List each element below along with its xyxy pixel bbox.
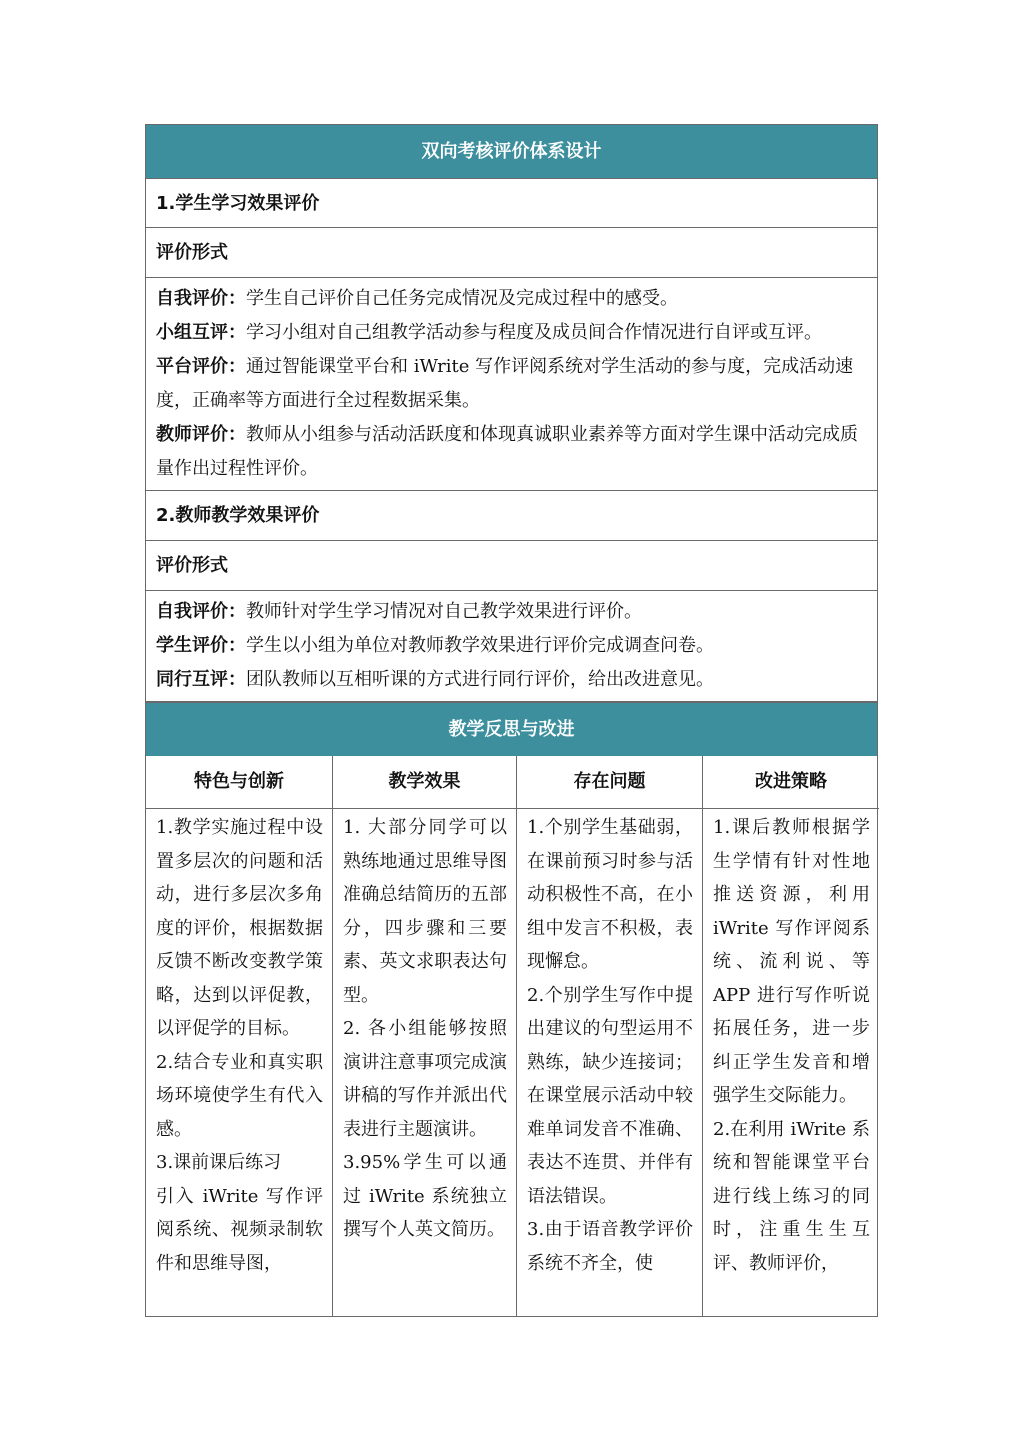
student-eval-item: 自我评价：学生自己评价自己任务完成情况及完成过程中的感受。 [156,288,678,309]
column-header: 教学效果 [333,756,516,809]
column-body [703,809,879,1316]
teacher-eval-item: 自我评价：教师针对学生学习情况对自己教学效果进行评价。 [156,601,642,622]
column-body [333,809,516,1316]
student-eval-heading: 1.学生学习效果评价 [145,178,878,228]
column-paragraph: 2.在利用 iWrite 系统和智能课堂平台进行线上练习的同时，注重生生互评、教师评价， [713,1118,870,1274]
column-paragraph: 3.课前课后练习 [156,1152,282,1173]
column-features [146,756,333,1316]
column-strategies [703,756,879,1316]
column-header: 改进策略 [703,756,879,809]
section-title-assessment: 双向考核评价体系设计 [145,124,878,178]
column-paragraph: 引入 iWrite 写作评阅系统、视频录制软件和思维导图， [156,1185,323,1274]
column-header: 存在问题 [517,756,702,809]
column-paragraph: 2.结合专业和真实职场环境使学生有代入感。 [156,1051,323,1140]
column-paragraph: 1.课后教师根据学生学情有针对性地推送资源，利用 iWrite 写作评阅系统、流利说、等 APP 进行写作听说拓展任务，进一步纠正学生发音和增强学生交际能力。 [713,817,870,1106]
student-eval-item: 小组互评：学习小组对自己组教学活动参与程度及成员间合作情况进行自评或互评。 [156,322,822,343]
column-paragraph: 2. 各小组能够按照演讲注意事项完成演讲稿的写作并派出代表进行主题演讲。 [343,1018,507,1140]
column-paragraph: 3.由于语音教学评价系统不齐全，使 [527,1219,693,1274]
teacher-eval-item: 学生评价：学生以小组为单位对教师教学效果进行评价完成调查问卷。 [156,635,714,656]
column-problems [517,756,703,1316]
column-paragraph: 2.个别学生写作中提出建议的句型运用不熟练，缺少连接词；在课堂展示活动中较难单词发音不准确、表达不连贯、并伴有语法错误。 [527,984,693,1207]
column-paragraph: 1.个别学生基础弱，在课前预习时参与活动积极性不高，在小组中发言不积极，表现懈怠。 [527,817,693,972]
column-header: 特色与创新 [146,756,332,809]
column-body [146,809,332,1316]
column-effects [333,756,517,1316]
column-paragraph: 3.95%学生可以通过 iWrite 系统独立撰写个人英文简历。 [343,1152,507,1240]
teacher-eval-item: 同行互评：团队教师以互相听课的方式进行同行评价，给出改进意见。 [156,669,714,690]
reflection-table [145,756,878,1317]
column-paragraph: 1. 大部分同学可以熟练地通过思维导图准确总结简历的五部分，四步骤和三要素、英文求职表达句型。 [343,817,507,1006]
teacher-eval-form-label: 评价形式 [145,541,878,591]
column-paragraph: 1.教学实施过程中设置多层次的问题和活动，进行多层次多角度的评价，根据数据反馈不断改变教学策略，达到以评促教，以评促学的目标。 [156,817,323,1039]
section-title-reflection: 教学反思与改进 [145,702,878,756]
student-eval-items [145,278,878,491]
document-page [145,124,878,1317]
teacher-eval-items [145,591,878,702]
teacher-eval-heading: 2.教师教学效果评价 [145,491,878,541]
student-eval-item: 教师评价：教师从小组参与活动活跃度和体现真诚职业素养等方面对学生课中活动完成质量作出过程性评价。 [156,424,858,479]
column-body [517,809,702,1316]
student-eval-item: 平台评价：通过智能课堂平台和 iWrite 写作评阅系统对学生活动的参与度，完成活动速度，正确率等方面进行全过程数据采集。 [156,356,854,411]
student-eval-form-label: 评价形式 [145,228,878,278]
